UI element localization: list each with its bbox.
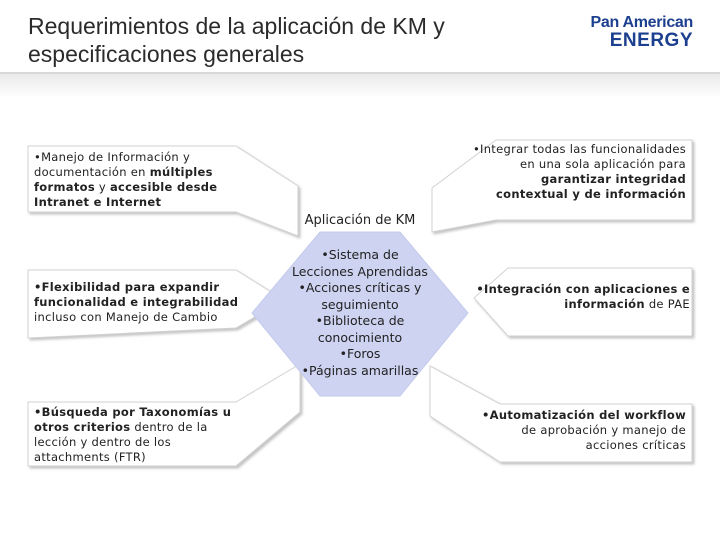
center-item: •Páginas amarillas (301, 362, 419, 378)
center-item: •Sistema de Lecciones Aprendidas (292, 247, 428, 279)
requirement-search (34, 405, 244, 465)
logo-line1: Pan American (590, 14, 693, 31)
requirement-integration-pae (466, 282, 690, 312)
requirement-multiformat (34, 150, 244, 210)
box-text: y (94, 180, 110, 194)
box-bold-text: •Flexibilidad para expandir funcionalidad e integrabilidad (34, 280, 239, 309)
box-text: de aprobación y manejo de acciones críticas (521, 423, 686, 452)
box-bold-text: garantizar integridad contextual y de información (496, 172, 686, 201)
box-text: incluso con Manejo de Cambio (34, 310, 218, 324)
box-bold-text: •Automatización del workflow (481, 408, 686, 422)
center-item: •Foros (339, 346, 381, 361)
center-label: Aplicación de KM (304, 213, 416, 228)
center-item: •Acciones críticas y seguimiento (298, 280, 422, 312)
box-bold-text: •Integración con aplicaciones e información (476, 282, 690, 311)
logo-line2: ENERGY (609, 30, 693, 51)
box-bold-text: múltiples formatos (34, 165, 213, 194)
box-bold-text: •Búsqueda por Taxonomías u otros criterios (34, 405, 232, 434)
box-text: dentro de la lección y dentro de los attachments (FTR) (34, 420, 208, 464)
slide-title: Requerimientos de la aplicación de KM y especificaciones generales (28, 13, 445, 67)
requirement-integration-single-app (470, 142, 686, 202)
center-items (290, 247, 430, 379)
box-text: •Manejo de Información y documentación en (34, 150, 191, 179)
center-item: •Biblioteca de conocimiento (315, 313, 405, 345)
box-text: •Integrar todas las funcionalidades en una sola aplicación para (472, 142, 686, 171)
requirement-flexibility (34, 280, 244, 325)
box-text: de PAE (644, 297, 690, 311)
requirement-workflow (470, 408, 686, 453)
box-bold-text: accesible desde Intranet e Internet (34, 180, 218, 209)
